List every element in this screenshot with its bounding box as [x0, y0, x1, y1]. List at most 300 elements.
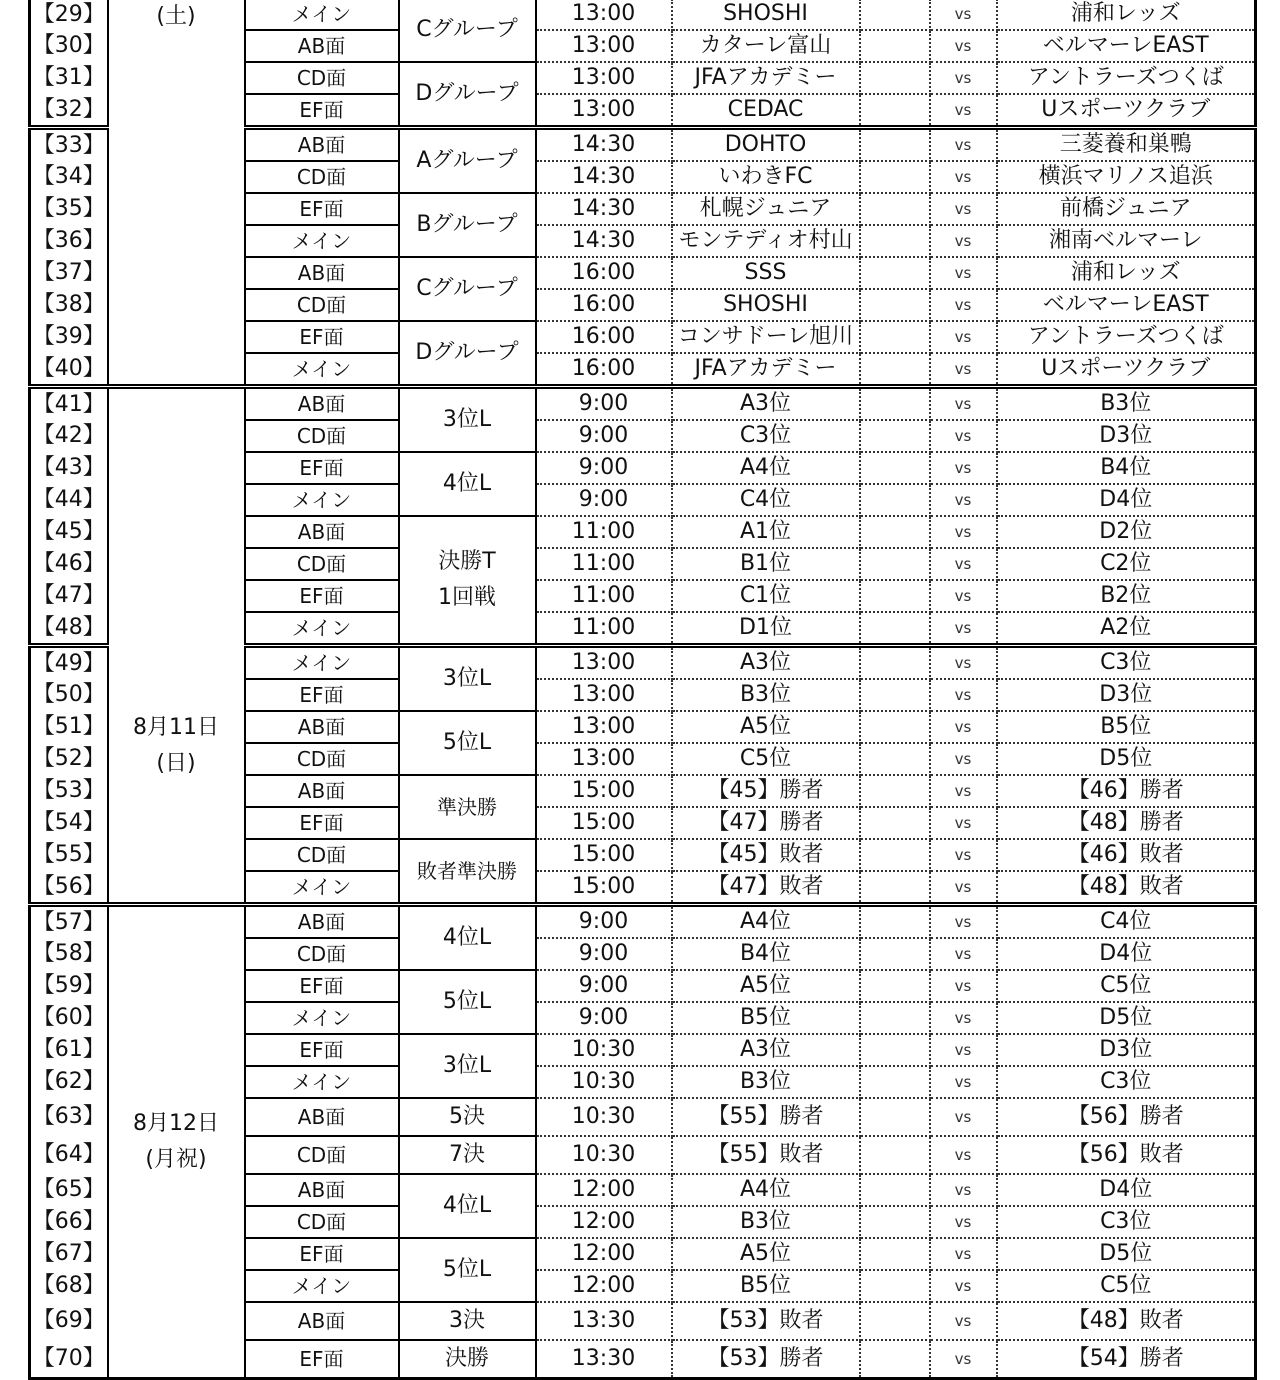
away-team: アントラーズつくば: [997, 321, 1256, 353]
spacer-cell: [860, 1034, 930, 1066]
home-team: C3位: [672, 420, 860, 452]
vs-label: vs: [930, 1206, 997, 1238]
away-team: 【48】敗者: [997, 1302, 1256, 1340]
group-label-line: 5位L: [442, 1257, 492, 1282]
match-number: 【35】: [30, 193, 108, 225]
vs-label: vs: [930, 1066, 997, 1098]
match-schedule-table: [28, 0, 1257, 1380]
court-name: CD面: [245, 161, 399, 193]
kickoff-time: 10:30: [536, 1066, 672, 1098]
home-team: C4位: [672, 484, 860, 516]
court-name: CD面: [245, 548, 399, 580]
group-label: [399, 839, 536, 905]
away-team: 湘南ベルマーレ: [997, 225, 1256, 257]
kickoff-time: 13:00: [536, 30, 672, 62]
kickoff-time: 13:30: [536, 1302, 672, 1340]
court-name: AB面: [245, 1302, 399, 1340]
home-team: 【47】勝者: [672, 807, 860, 839]
court-name: メイン: [245, 484, 399, 516]
away-team: 【56】勝者: [997, 1098, 1256, 1136]
kickoff-time: 9:00: [536, 420, 672, 452]
spacer-cell: [860, 775, 930, 807]
vs-label: vs: [930, 612, 997, 646]
home-team: B5位: [672, 1270, 860, 1302]
group-label-line: Dグループ: [415, 340, 519, 365]
away-team: 【48】勝者: [997, 807, 1256, 839]
spacer-cell: [860, 905, 930, 939]
vs-label: vs: [930, 1302, 997, 1340]
kickoff-time: 11:00: [536, 516, 672, 548]
match-number: 【36】: [30, 225, 108, 257]
match-number: 【38】: [30, 289, 108, 321]
home-team: JFAアカデミー: [672, 62, 860, 94]
match-number: 【29】: [30, 0, 108, 30]
match-number: 【40】: [30, 353, 108, 387]
home-team: A3位: [672, 646, 860, 680]
away-team: D4位: [997, 484, 1256, 516]
spacer-cell: [860, 161, 930, 193]
group-label-line2: 1回戦: [438, 585, 496, 610]
match-number: 【57】: [30, 905, 108, 939]
court-name: EF面: [245, 580, 399, 612]
match-number: 【31】: [30, 62, 108, 94]
court-name: AB面: [245, 711, 399, 743]
home-team: A4位: [672, 905, 860, 939]
group-label-line: Bグループ: [416, 212, 518, 237]
group-label-line: 3位L: [442, 407, 492, 432]
match-date: [108, 0, 245, 387]
court-name: CD面: [245, 839, 399, 871]
court-name: AB面: [245, 257, 399, 289]
spacer-cell: [860, 646, 930, 680]
group-label: [399, 1034, 536, 1098]
spacer-cell: [860, 839, 930, 871]
away-team: 【48】敗者: [997, 871, 1256, 905]
vs-label: vs: [930, 193, 997, 225]
match-row: [30, 905, 1256, 939]
match-number: 【33】: [30, 128, 108, 162]
spacer-cell: [860, 1238, 930, 1270]
away-team: D3位: [997, 420, 1256, 452]
group-label: [399, 1302, 536, 1340]
court-name: AB面: [245, 387, 399, 421]
match-number: 【47】: [30, 580, 108, 612]
spacer-cell: [860, 580, 930, 612]
match-number: 【58】: [30, 938, 108, 970]
kickoff-time: 12:00: [536, 1270, 672, 1302]
group-label: [399, 516, 536, 646]
match-number: 【50】: [30, 679, 108, 711]
court-name: メイン: [245, 646, 399, 680]
vs-label: vs: [930, 970, 997, 1002]
vs-label: vs: [930, 1002, 997, 1034]
away-team: 【46】敗者: [997, 839, 1256, 871]
kickoff-time: 11:00: [536, 548, 672, 580]
schedule-body: [30, 0, 1256, 1379]
spacer-cell: [860, 743, 930, 775]
vs-label: vs: [930, 1238, 997, 1270]
court-name: EF面: [245, 321, 399, 353]
kickoff-time: 13:00: [536, 711, 672, 743]
court-name: AB面: [245, 30, 399, 62]
court-name: EF面: [245, 1034, 399, 1066]
home-team: モンテディオ村山: [672, 225, 860, 257]
kickoff-time: 13:00: [536, 679, 672, 711]
home-team: DOHTO: [672, 128, 860, 162]
match-number: 【68】: [30, 1270, 108, 1302]
home-team: B3位: [672, 1066, 860, 1098]
match-row: [30, 0, 1256, 30]
spacer-cell: [860, 548, 930, 580]
kickoff-time: 13:00: [536, 0, 672, 30]
home-team: カターレ富山: [672, 30, 860, 62]
match-number: 【37】: [30, 257, 108, 289]
match-number: 【45】: [30, 516, 108, 548]
away-team: C5位: [997, 1270, 1256, 1302]
court-name: EF面: [245, 452, 399, 484]
match-number: 【62】: [30, 1066, 108, 1098]
away-team: C4位: [997, 905, 1256, 939]
kickoff-time: 9:00: [536, 387, 672, 421]
spacer-cell: [860, 30, 930, 62]
spacer-cell: [860, 807, 930, 839]
home-team: CEDAC: [672, 94, 860, 128]
kickoff-time: 16:00: [536, 289, 672, 321]
kickoff-time: 11:00: [536, 580, 672, 612]
kickoff-time: 13:00: [536, 646, 672, 680]
home-team: SSS: [672, 257, 860, 289]
spacer-cell: [860, 387, 930, 421]
home-team: A5位: [672, 1238, 860, 1270]
spacer-cell: [860, 1136, 930, 1174]
home-team: コンサドーレ旭川: [672, 321, 860, 353]
kickoff-time: 13:00: [536, 94, 672, 128]
kickoff-time: 13:00: [536, 62, 672, 94]
home-team: A5位: [672, 711, 860, 743]
spacer-cell: [860, 516, 930, 548]
spacer-cell: [860, 970, 930, 1002]
kickoff-time: 14:30: [536, 128, 672, 162]
away-team: ベルマーレEAST: [997, 289, 1256, 321]
court-name: AB面: [245, 516, 399, 548]
away-team: 浦和レッズ: [997, 0, 1256, 30]
away-team: B4位: [997, 452, 1256, 484]
group-label-line: Dグループ: [415, 81, 519, 106]
home-team: A3位: [672, 387, 860, 421]
vs-label: vs: [930, 1136, 997, 1174]
kickoff-time: 14:30: [536, 225, 672, 257]
spacer-cell: [860, 612, 930, 646]
match-number: 【70】: [30, 1340, 108, 1379]
group-label: [399, 1238, 536, 1302]
home-team: A4位: [672, 452, 860, 484]
spacer-cell: [860, 0, 930, 30]
away-team: 【54】勝者: [997, 1340, 1256, 1379]
kickoff-time: 15:00: [536, 775, 672, 807]
home-team: B1位: [672, 548, 860, 580]
vs-label: vs: [930, 30, 997, 62]
home-team: SHOSHI: [672, 289, 860, 321]
match-number: 【56】: [30, 871, 108, 905]
away-team: B5位: [997, 711, 1256, 743]
vs-label: vs: [930, 807, 997, 839]
home-team: B4位: [672, 938, 860, 970]
away-team: 【46】勝者: [997, 775, 1256, 807]
away-team: 横浜マリノス追浜: [997, 161, 1256, 193]
group-label-line: 5位L: [442, 730, 492, 755]
court-name: メイン: [245, 225, 399, 257]
vs-label: vs: [930, 62, 997, 94]
home-team: A1位: [672, 516, 860, 548]
match-number: 【48】: [30, 612, 108, 646]
kickoff-time: 12:00: [536, 1174, 672, 1206]
match-number: 【61】: [30, 1034, 108, 1066]
court-name: EF面: [245, 679, 399, 711]
court-name: CD面: [245, 1206, 399, 1238]
away-team: C3位: [997, 1066, 1256, 1098]
group-label: [399, 1098, 536, 1136]
vs-label: vs: [930, 516, 997, 548]
court-name: EF面: [245, 1238, 399, 1270]
kickoff-time: 12:00: [536, 1238, 672, 1270]
away-team: 【56】敗者: [997, 1136, 1256, 1174]
court-name: CD面: [245, 289, 399, 321]
spacer-cell: [860, 484, 930, 516]
away-team: B2位: [997, 580, 1256, 612]
match-number: 【55】: [30, 839, 108, 871]
match-number: 【49】: [30, 646, 108, 680]
home-team: B5位: [672, 1002, 860, 1034]
kickoff-time: 13:00: [536, 743, 672, 775]
away-team: 前橋ジュニア: [997, 193, 1256, 225]
kickoff-time: 16:00: [536, 353, 672, 387]
match-row: [30, 387, 1256, 421]
vs-label: vs: [930, 775, 997, 807]
vs-label: vs: [930, 257, 997, 289]
group-label-line: 4位L: [442, 925, 492, 950]
court-name: メイン: [245, 1066, 399, 1098]
spacer-cell: [860, 420, 930, 452]
group-label: [399, 646, 536, 712]
court-name: EF面: [245, 970, 399, 1002]
group-label: [399, 0, 536, 62]
kickoff-time: 9:00: [536, 1002, 672, 1034]
group-label: [399, 711, 536, 775]
match-number: 【52】: [30, 743, 108, 775]
group-label-line: Cグループ: [416, 276, 518, 301]
court-name: メイン: [245, 871, 399, 905]
weekday-label: (日): [156, 750, 196, 776]
court-name: EF面: [245, 94, 399, 128]
match-number: 【66】: [30, 1206, 108, 1238]
match-number: 【63】: [30, 1098, 108, 1136]
kickoff-time: 15:00: [536, 839, 672, 871]
group-label: [399, 128, 536, 194]
court-name: EF面: [245, 1340, 399, 1379]
match-number: 【54】: [30, 807, 108, 839]
group-label-line: 決勝: [444, 1346, 489, 1371]
spacer-cell: [860, 1002, 930, 1034]
kickoff-time: 14:30: [536, 161, 672, 193]
vs-label: vs: [930, 94, 997, 128]
court-name: CD面: [245, 743, 399, 775]
court-name: AB面: [245, 128, 399, 162]
vs-label: vs: [930, 839, 997, 871]
kickoff-time: 11:00: [536, 612, 672, 646]
home-team: 【55】勝者: [672, 1098, 860, 1136]
vs-label: vs: [930, 711, 997, 743]
vs-label: vs: [930, 1174, 997, 1206]
match-number: 【42】: [30, 420, 108, 452]
vs-label: vs: [930, 289, 997, 321]
match-number: 【41】: [30, 387, 108, 421]
away-team: Uスポーツクラブ: [997, 94, 1256, 128]
group-label-line: Cグループ: [416, 17, 518, 42]
away-team: D5位: [997, 1238, 1256, 1270]
court-name: CD面: [245, 1136, 399, 1174]
group-label-line: 3位L: [442, 1053, 492, 1078]
group-label: [399, 905, 536, 971]
home-team: 【45】敗者: [672, 839, 860, 871]
vs-label: vs: [930, 321, 997, 353]
court-name: CD面: [245, 938, 399, 970]
home-team: JFAアカデミー: [672, 353, 860, 387]
home-team: B3位: [672, 679, 860, 711]
home-team: いわきFC: [672, 161, 860, 193]
kickoff-time: 12:00: [536, 1206, 672, 1238]
court-name: メイン: [245, 612, 399, 646]
group-label: [399, 970, 536, 1034]
spacer-cell: [860, 679, 930, 711]
spacer-cell: [860, 289, 930, 321]
group-label-line: 4位L: [442, 471, 492, 496]
home-team: C1位: [672, 580, 860, 612]
spacer-cell: [860, 193, 930, 225]
match-number: 【46】: [30, 548, 108, 580]
match-number: 【67】: [30, 1238, 108, 1270]
kickoff-time: 16:00: [536, 321, 672, 353]
away-team: D3位: [997, 679, 1256, 711]
group-label-line: 3位L: [442, 666, 492, 691]
court-name: EF面: [245, 193, 399, 225]
home-team: 【55】敗者: [672, 1136, 860, 1174]
kickoff-time: 16:00: [536, 257, 672, 289]
group-label: [399, 452, 536, 516]
home-team: 【53】勝者: [672, 1340, 860, 1379]
vs-label: vs: [930, 387, 997, 421]
group-label: [399, 62, 536, 128]
match-number: 【64】: [30, 1136, 108, 1174]
court-name: AB面: [245, 905, 399, 939]
group-label: [399, 1174, 536, 1238]
away-team: ベルマーレEAST: [997, 30, 1256, 62]
kickoff-time: 9:00: [536, 970, 672, 1002]
group-label-line: 準決勝: [437, 795, 497, 819]
away-team: C3位: [997, 646, 1256, 680]
match-number: 【65】: [30, 1174, 108, 1206]
court-name: AB面: [245, 775, 399, 807]
home-team: 【47】敗者: [672, 871, 860, 905]
spacer-cell: [860, 1098, 930, 1136]
spacer-cell: [860, 353, 930, 387]
match-number: 【30】: [30, 30, 108, 62]
group-label-line: 5位L: [442, 989, 492, 1014]
vs-label: vs: [930, 580, 997, 612]
group-label: [399, 387, 536, 453]
home-team: SHOSHI: [672, 0, 860, 30]
court-name: メイン: [245, 1270, 399, 1302]
vs-label: vs: [930, 1270, 997, 1302]
home-team: C5位: [672, 743, 860, 775]
match-number: 【32】: [30, 94, 108, 128]
group-label: [399, 257, 536, 321]
home-team: A4位: [672, 1174, 860, 1206]
weekday-label: (土): [156, 4, 196, 29]
vs-label: vs: [930, 128, 997, 162]
group-label-line: 5決: [449, 1104, 485, 1129]
home-team: B3位: [672, 1206, 860, 1238]
away-team: C2位: [997, 548, 1256, 580]
kickoff-time: 9:00: [536, 938, 672, 970]
vs-label: vs: [930, 871, 997, 905]
spacer-cell: [860, 1270, 930, 1302]
date-label: 8月11日: [133, 714, 219, 740]
away-team: 浦和レッズ: [997, 257, 1256, 289]
match-number: 【51】: [30, 711, 108, 743]
spacer-cell: [860, 452, 930, 484]
court-name: AB面: [245, 1098, 399, 1136]
date-label: 8月12日: [133, 1111, 219, 1136]
weekday-label: (月祝): [145, 1147, 207, 1172]
group-label-line: 敗者準決勝: [417, 859, 517, 883]
vs-label: vs: [930, 452, 997, 484]
court-name: AB面: [245, 1174, 399, 1206]
spacer-cell: [860, 1206, 930, 1238]
vs-label: vs: [930, 679, 997, 711]
home-team: D1位: [672, 612, 860, 646]
court-name: CD面: [245, 62, 399, 94]
spacer-cell: [860, 871, 930, 905]
spacer-cell: [860, 938, 930, 970]
match-number: 【59】: [30, 970, 108, 1002]
court-name: EF面: [245, 807, 399, 839]
match-date: [108, 387, 245, 905]
kickoff-time: 10:30: [536, 1136, 672, 1174]
away-team: C5位: [997, 970, 1256, 1002]
kickoff-time: 13:30: [536, 1340, 672, 1379]
group-label-line: 決勝T: [438, 549, 496, 574]
court-name: メイン: [245, 0, 399, 30]
away-team: Uスポーツクラブ: [997, 353, 1256, 387]
match-date: [108, 905, 245, 1379]
match-number: 【44】: [30, 484, 108, 516]
away-team: B3位: [997, 387, 1256, 421]
away-team: アントラーズつくば: [997, 62, 1256, 94]
spacer-cell: [860, 62, 930, 94]
match-number: 【60】: [30, 1002, 108, 1034]
court-name: メイン: [245, 1002, 399, 1034]
vs-label: vs: [930, 938, 997, 970]
court-name: CD面: [245, 420, 399, 452]
kickoff-time: 9:00: [536, 905, 672, 939]
away-team: D2位: [997, 516, 1256, 548]
home-team: A3位: [672, 1034, 860, 1066]
vs-label: vs: [930, 0, 997, 30]
court-name: メイン: [245, 353, 399, 387]
home-team: 札幌ジュニア: [672, 193, 860, 225]
vs-label: vs: [930, 484, 997, 516]
kickoff-time: 15:00: [536, 871, 672, 905]
